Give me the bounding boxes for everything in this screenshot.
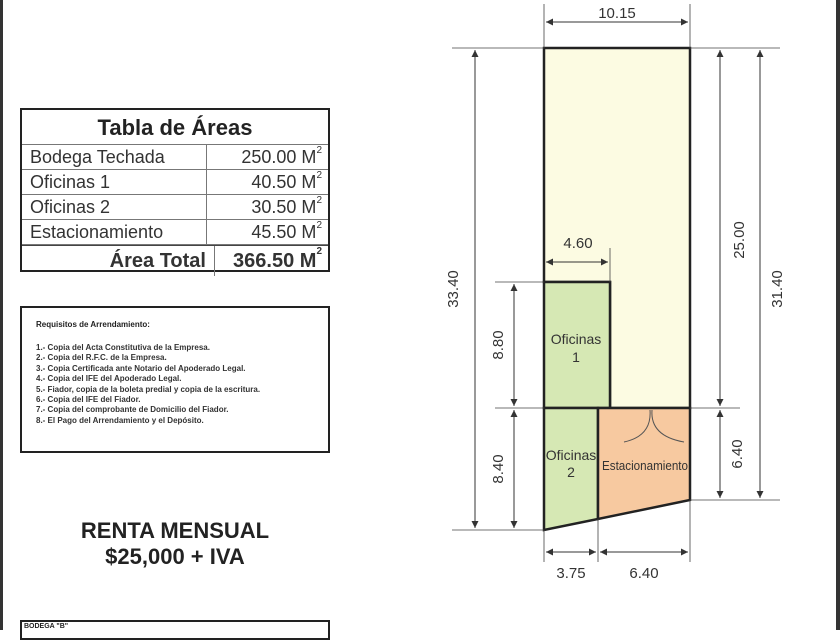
list-item: 4.- Copia del IFE del Apoderado Legal.	[36, 374, 182, 384]
area-value: 40.50 $M^2$	[251, 170, 322, 192]
list-item: 1.- Copia del Acta Constitutiva de la Empresa.	[36, 343, 210, 352]
total-value: 366.50 $M^2$	[233, 246, 322, 272]
dim-office-width: 4.60	[563, 235, 593, 252]
list-item: 2.- Copia del R.F.C. de la Empresa.	[36, 353, 167, 363]
area-value: 45.50 $M^2$	[251, 220, 322, 242]
dim-right-total: 31.40	[769, 270, 786, 308]
dim-total-height: 33.40	[445, 270, 462, 308]
dim-parking-height: 6.40	[729, 439, 746, 469]
office-1-label-line-1: Oficinas	[550, 331, 602, 347]
list-item: 7.- Copia del comprobante de Domicilio del Fiador.	[36, 405, 229, 415]
bottom-box-label: BODEGA "B"	[24, 623, 69, 630]
list-item: 6.- Copia del IFE del Fiador.	[36, 395, 141, 405]
dim-office1-height: 8.80	[490, 330, 507, 360]
area-value: 250.00 $M^2$	[241, 145, 322, 167]
office-2-label-line-2: 2	[567, 464, 575, 480]
list-item: 5.- Fiador, copia de la boleta predial y copia de la escritura.	[36, 384, 261, 394]
list-item: 8.- El Pago del Arrendamiento y el Depósito.	[36, 415, 204, 425]
area-name: Oficinas 2	[22, 195, 207, 219]
office-1-label-line-2: 1	[572, 349, 580, 365]
dim-warehouse-height: 25.00	[731, 221, 748, 259]
area-name: Bodega Techada	[22, 145, 207, 169]
list-item: 3.- Copia Certificada ante Notario del Apoderado Legal.	[36, 363, 246, 373]
rent-line-1: RENTA MENSUAL	[80, 518, 270, 543]
dim-bottom-right: 6.40	[629, 565, 659, 582]
area-name: Oficinas 1	[22, 170, 207, 194]
parking-label: Estacionamiento	[602, 458, 688, 473]
dim-bottom-left: 3.75	[556, 565, 586, 582]
dim-office2-height: 8.40	[490, 454, 507, 484]
total-name: Área Total	[22, 246, 215, 276]
areas-table-title: Tabla de Áreas	[22, 110, 328, 145]
area-name: Estacionamiento	[22, 220, 207, 244]
area-value: 30.50 $M^2$	[251, 195, 322, 217]
dim-top-width: 10.15	[598, 5, 636, 22]
rent-line-2: $25,000 + IVA	[105, 544, 245, 569]
requirements-title: Requisitos de Arrendamiento:	[36, 320, 150, 329]
office-2-label-line-1: Oficinas	[545, 447, 597, 463]
